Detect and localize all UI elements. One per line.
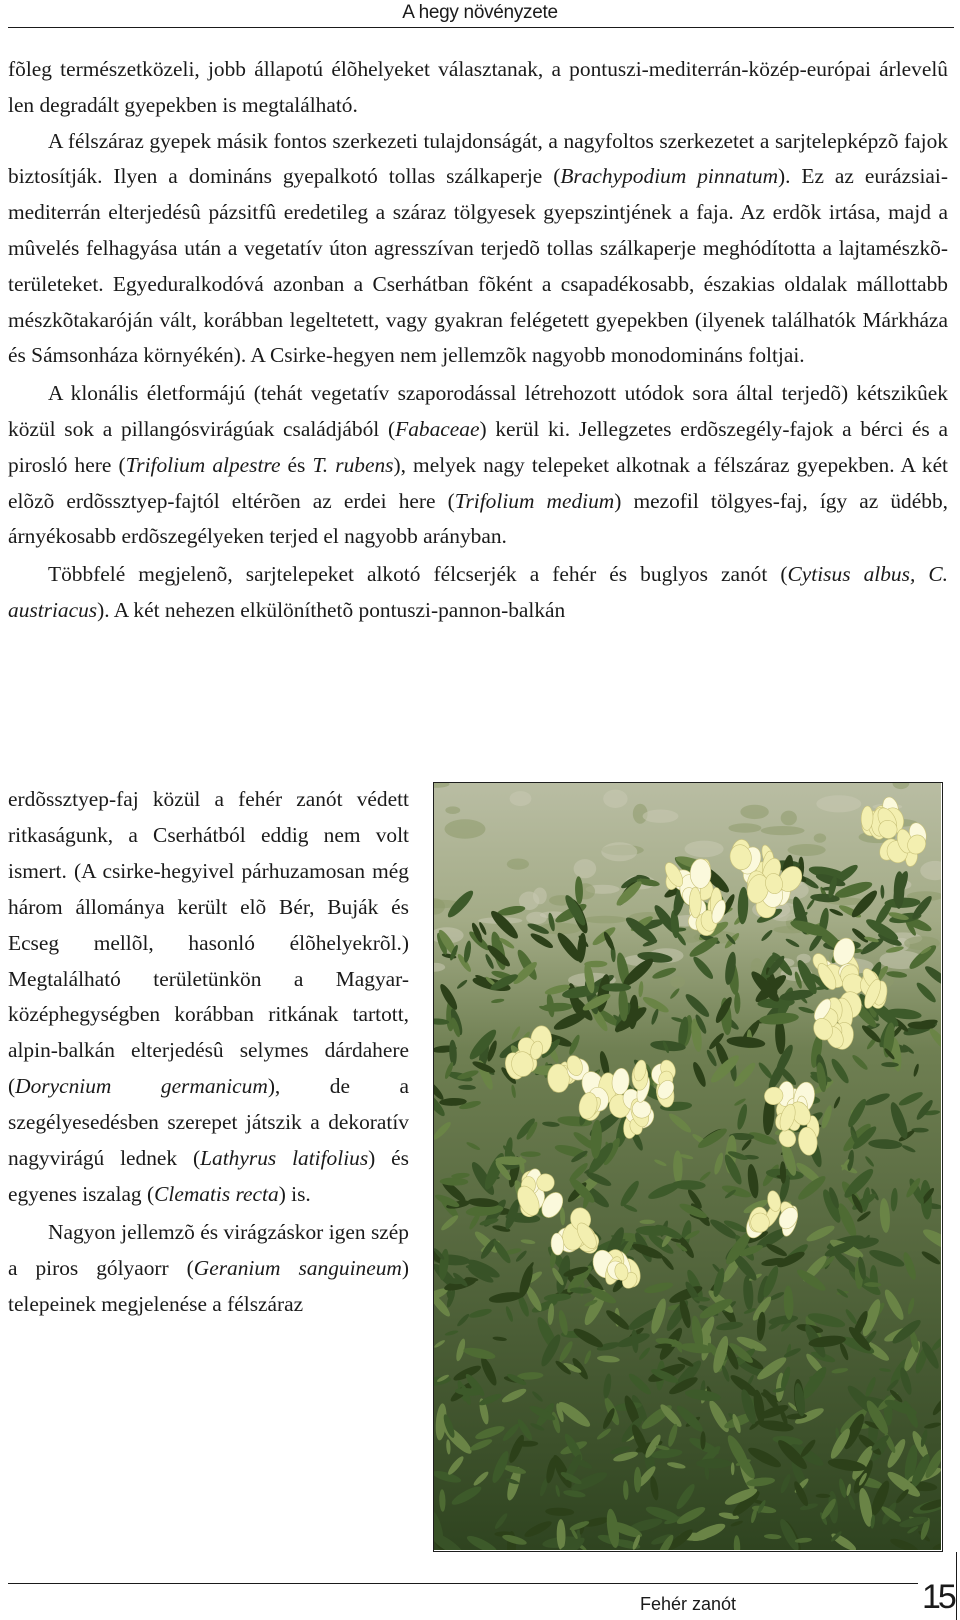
species-name: Geranium sanguineum [193,1255,402,1280]
species-name: Dorycnium germanicum [15,1074,268,1099]
footer-rule [8,1583,918,1584]
species-name: Trifolium medium [454,488,615,513]
column-text [8,782,409,1323]
leaf-mark [521,1151,541,1157]
paragraph [8,124,948,375]
text-run: ). A két nehezen elkülöníthetõ pontuszi-pannon-balkán [97,597,566,622]
leaf-mark [640,1220,656,1224]
text-run: ) kerül ki. Jellegzetes erdõszegély-fajok a bérci és a pirosló here ( [8,416,949,477]
paragraph [8,376,948,555]
text-run: ) telepeinek megjelenése a félszáraz [8,1255,409,1316]
text-run: erdõssztyep-faj közül a fehér zanót védett ritkaságunk, a Cserhátból eddig nem volt ismert. (A csirke-hegyivel párhuzamosan még három állománya került elõ Bér, Buják és Ecseg mellõl, hasonló élõhelyekrõl.) Megtalálható területünkön a Magyar-középhegységben korábban ritkának tartott, alpin-balkán elterjedésû selymes dárdahere ( [8,787,409,1099]
main-text [8,52,948,629]
flower-mark [689,887,701,918]
species-name: Fabaceae [395,416,480,441]
page-number-rule [956,1552,957,1620]
text-run: ). Ez az eurázsiai-mediterrán elterjedésû pázsitfû eredetileg a száraz tölgyesek gyepszintjének a faja. Az erdõk irtása, majd a mûvelés felhagyása után a vegetatív úton agresszívan terjedõ tollas szálkaperje meghódította a lajtamészkõ-területeket. Egyeduralkodóvá azonban a Cserhátban fõként a csapadékosabb, északias oldalak mállottabb mészkõtakaróján vált, korábban legeltetett, vagy gyakran felégetett gyepekben (ilyenek találhatók Márkháza és Sámsonháza környékén). A Csirke-hegyen nem jellemzõk nagyobb monodomináns foltjai. [8,164,948,368]
paragraph [8,1215,409,1323]
text-run: A félszáraz gyepek másik fontos szerkezeti tulajdonságát, a nagyfoltos szerkezetet a sarjtelepképzõ fajok biztosítják. Ilyen a domináns gyepalkotó tollas szálkaperje ( [8,128,948,189]
text-run: Nagyon jellemzõ és virágzáskor igen szép a piros gólyaorr ( [8,1219,409,1280]
text-run: és [280,452,313,477]
leaf-mark [731,1462,735,1475]
species-name: Cytisus albus, C. austriacus [8,562,948,622]
flower-mark [690,859,711,889]
leaf-mark [601,983,631,991]
leaf-mark [696,1459,732,1469]
leaf-mark [634,1467,641,1493]
text-run: A klonális életformájú (tehát vegetatív szaporodással létrehozott utódok sora által terjedõ) kétszikûek közül sok a pillangósvirágúak családjából ( [8,381,948,441]
text-run: ) és egyenes iszalag ( [8,1146,409,1206]
leaf-mark [734,992,740,1014]
species-name: Brachypodium pinnatum [560,164,779,189]
paragraph [8,52,948,124]
text-run: ), de a szegélyesedésben szerepet játszik a dekoratív nagyvirágú lednek ( [8,1074,409,1171]
plant-photo [433,782,943,1552]
paragraph [8,557,948,629]
text-run: Többfelé megjelenõ, sarjtelepeket alkotó félcserjék a fehér és buglyos zanót ( [48,562,788,587]
text-run: fõleg természetközeli, jobb állapotú élõhelyeket választanak, a pontuszi-mediterrán-közép-európai árlevelû len degradált gyepekben is megtalálható. [8,57,948,117]
photo-caption: Fehér zanót [640,1594,737,1614]
page-number: 15 [922,1578,954,1616]
text-run: ), melyek nagy telepeket alkotnak a félszáraz gyepekben. A két elõzõ erdõssztyep-fajtól eltérõen az erdei here ( [8,452,949,513]
text-run: ) is. [278,1181,311,1206]
header-rule [8,27,954,28]
species-name: T. rubens [312,452,394,477]
text-run: ) mezofil tölgyes-faj, így az üdébb, árnyékosabb erdõszegélyeken terjed el nagyobb arányban. [8,488,948,549]
species-name: Clematis recta [154,1181,279,1206]
paragraph [8,782,409,1213]
species-name: Trifolium alpestre [125,452,281,477]
running-title: A hegy növényzete [402,2,558,23]
species-name: Lathyrus latifolius [200,1146,369,1171]
